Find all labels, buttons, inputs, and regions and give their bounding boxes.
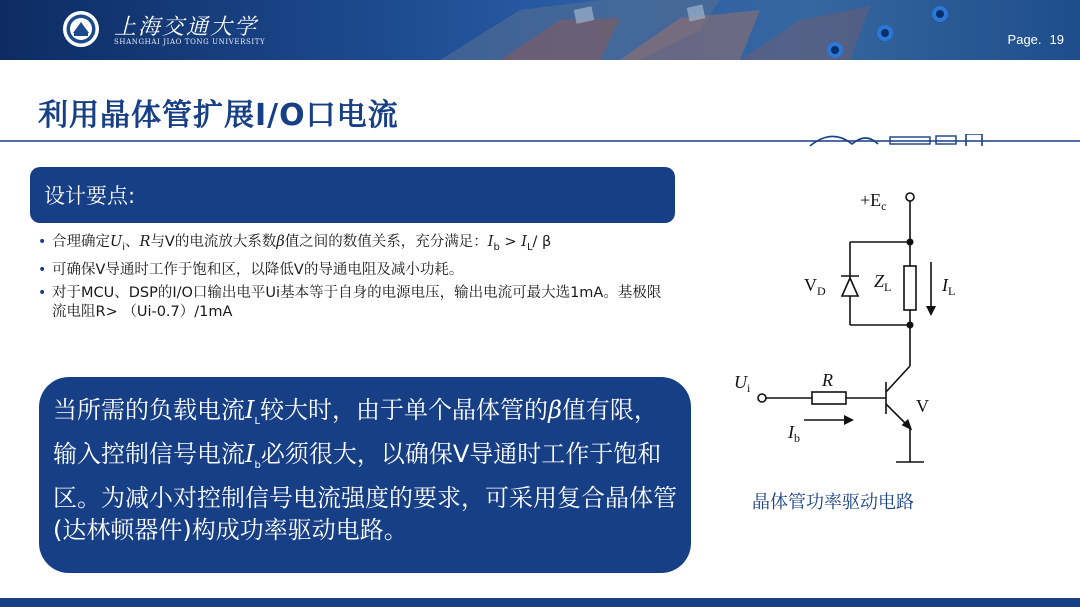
- text-fragment: 与V的电流放大系数: [150, 234, 277, 250]
- subscript: b: [794, 431, 800, 445]
- key-points-list: [38, 233, 668, 326]
- subscript: L: [526, 241, 533, 253]
- load-label: Z: [874, 271, 885, 291]
- transistor-label: V: [916, 396, 929, 416]
- subscript: L: [884, 280, 892, 294]
- base-current-label: I: [788, 422, 794, 442]
- base-resistor-icon: [812, 392, 846, 404]
- diode-label: V: [804, 275, 817, 295]
- text-fragment: 合理确定: [52, 234, 110, 250]
- svg-text:ZL: [874, 271, 891, 294]
- university-name-en: SHANGHAI JIAO TONG UNIVERSITY: [114, 38, 266, 46]
- text-fragment: 值有限，输入控制信号电流: [53, 396, 658, 468]
- supply-terminal-icon: [906, 193, 914, 201]
- input-terminal-icon: [758, 394, 766, 402]
- svg-text:VD: [804, 275, 826, 298]
- footer-bar: [0, 598, 1080, 607]
- symbol-u: U: [110, 234, 123, 250]
- title-underline: [0, 134, 1080, 148]
- text-fragment: 较大时，由于单个晶体管的: [260, 396, 549, 424]
- header-banner: [0, 0, 1080, 60]
- subscript: L: [948, 284, 956, 298]
- list-item: • 对于MCU、DSP的I/O口输出电平Ui基本等于自身的电源电压，输出电流可最大选1mA。基极限流电阻R> （Ui-0.7）/1mA: [38, 284, 668, 322]
- university-emblem-icon: [62, 10, 100, 48]
- subscript: L: [254, 415, 261, 427]
- symbol-beta: β: [276, 234, 285, 250]
- circuit-diagram: [720, 170, 980, 480]
- list-item: [38, 233, 668, 257]
- text-fragment: 值之间的数值关系，充分满足：: [284, 234, 488, 250]
- svg-text:+Ec: [860, 190, 886, 213]
- symbol-beta: β: [548, 396, 562, 424]
- load-resistor-icon: [904, 266, 916, 310]
- subscript: c: [881, 199, 887, 213]
- svg-text:Ui: [734, 372, 751, 395]
- page-label: Page.: [1007, 32, 1042, 47]
- university-name-cn: 上海交通大学: [114, 15, 259, 40]
- symbol-il: I: [245, 396, 255, 424]
- symbol-ib: I: [245, 439, 255, 468]
- subscript: b: [493, 241, 500, 253]
- subscript: i: [747, 381, 751, 395]
- page-number: 19: [1049, 32, 1064, 47]
- load-current-label: I: [942, 275, 948, 295]
- text-fragment: / β: [532, 234, 552, 250]
- resistor-label: R: [822, 370, 833, 390]
- symbol-ib: I: [487, 234, 494, 250]
- subscript: D: [817, 284, 826, 298]
- page-indicator: [1008, 32, 1064, 47]
- diode-icon: [842, 278, 858, 296]
- circuit-caption: 晶体管功率驱动电路: [752, 492, 914, 513]
- subscript: i: [122, 241, 126, 253]
- input-label: U: [734, 372, 747, 392]
- symbol-r: R: [139, 234, 151, 250]
- symbol-il: I: [521, 234, 527, 250]
- list-item: • 可确保V导通时工作于饱和区，以降低V的导通电阻及减小功耗。: [38, 261, 668, 280]
- svg-text:Ib: [787, 422, 800, 445]
- text-fragment: 必须很大，以确保V导通时工作于饱和区。为减小对控制信号电流强度的要求，可采用复合晶体管(达林顿器件)构成功率驱动电路。: [53, 439, 677, 544]
- highlight-callout: [39, 377, 691, 573]
- key-points-title: 设计要点:: [44, 184, 136, 208]
- svg-text:IL: [941, 275, 955, 298]
- slide-title: 利用晶体管扩展I/O口电流: [38, 98, 399, 133]
- supply-label: +E: [860, 190, 882, 210]
- text-fragment: 当所需的负载电流: [53, 396, 245, 424]
- key-points-header: [30, 167, 675, 223]
- text-fragment: >: [499, 234, 522, 250]
- text-fragment: 、: [125, 234, 140, 250]
- subscript: b: [254, 459, 261, 471]
